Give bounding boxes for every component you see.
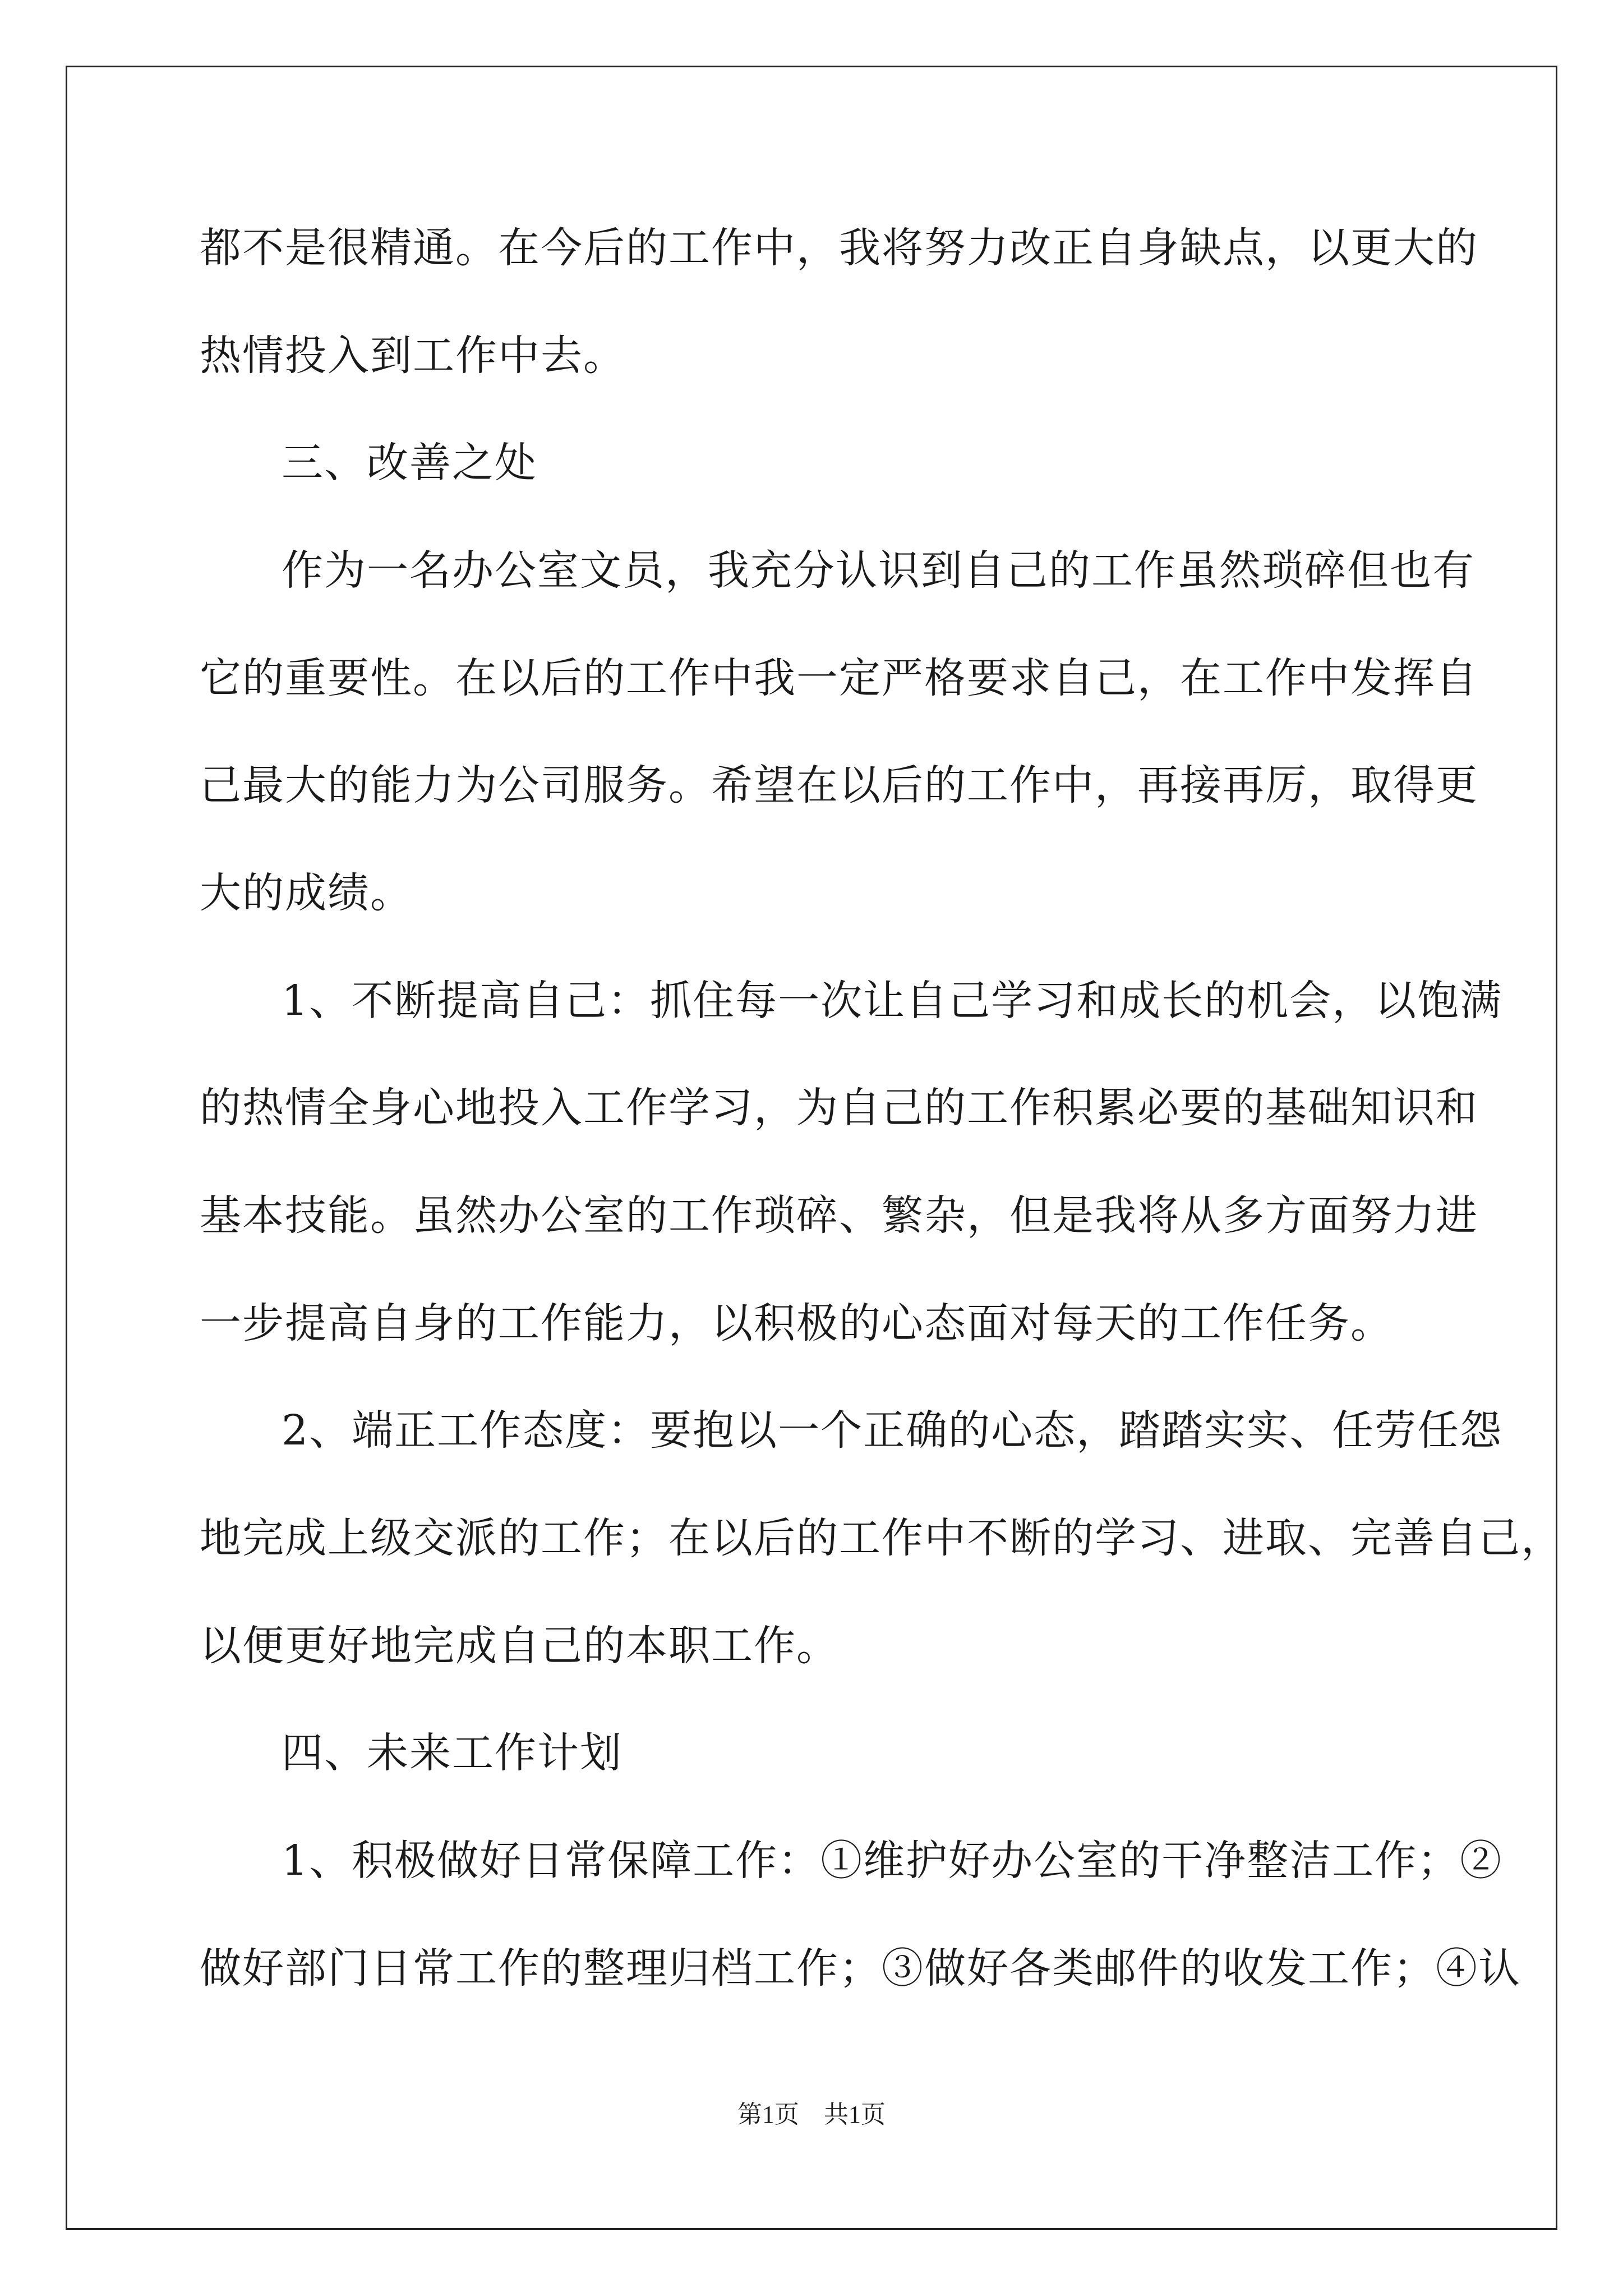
body-line: 大的成绩。 [200,869,413,917]
body-line: 己最大的能力为公司服务。希望在以后的工作中，再接再厉，取得更 [200,761,1478,809]
page-footer: 第1页 共1页 [737,2101,886,2128]
body-line: 做好部门日常工作的整理归档工作；③做好各类邮件的收发工作；④认 [200,1944,1521,1993]
body-line: 基本技能。虽然办公室的工作琐碎、繁杂，但是我将从多方面努力进 [200,1191,1478,1240]
body-line: 1、不断提高自己：抓住每一次让自己学习和成长的机会，以饱满 [282,977,1503,1025]
body-line: 的热情全身心地投入工作学习，为自己的工作积累必要的基础知识和 [200,1084,1478,1132]
page-border [66,66,1564,2230]
section-heading: 四、未来工作计划 [282,1729,623,1777]
body-line: 它的重要性。在以后的工作中我一定严格要求自己，在工作中发挥自 [200,654,1478,702]
body-line: 以便更好地完成自己的本职工作。 [200,1622,839,1670]
body-line: 地完成上级交派的工作；在以后的工作中不断的学习、进取、完善自己， [200,1514,1564,1562]
body-line: 都不是很精通。在今后的工作中，我将努力改正自身缺点，以更大的 [200,224,1478,272]
body-line: 1、积极做好日常保障工作：①维护好办公室的干净整洁工作；② [282,1837,1503,1885]
body-line: 一步提高自身的工作能力，以积极的心态面对每天的工作任务。 [200,1299,1393,1347]
body-line: 2、端正工作态度：要抱以一个正确的心态，踏踏实实、任劳任怨 [282,1406,1503,1455]
section-heading: 三、改善之处 [282,439,537,487]
body-line: 热情投入到工作中去。 [200,332,626,380]
body-line: 作为一名办公室文员，我充分认识到自己的工作虽然琐碎但也有 [282,546,1475,595]
